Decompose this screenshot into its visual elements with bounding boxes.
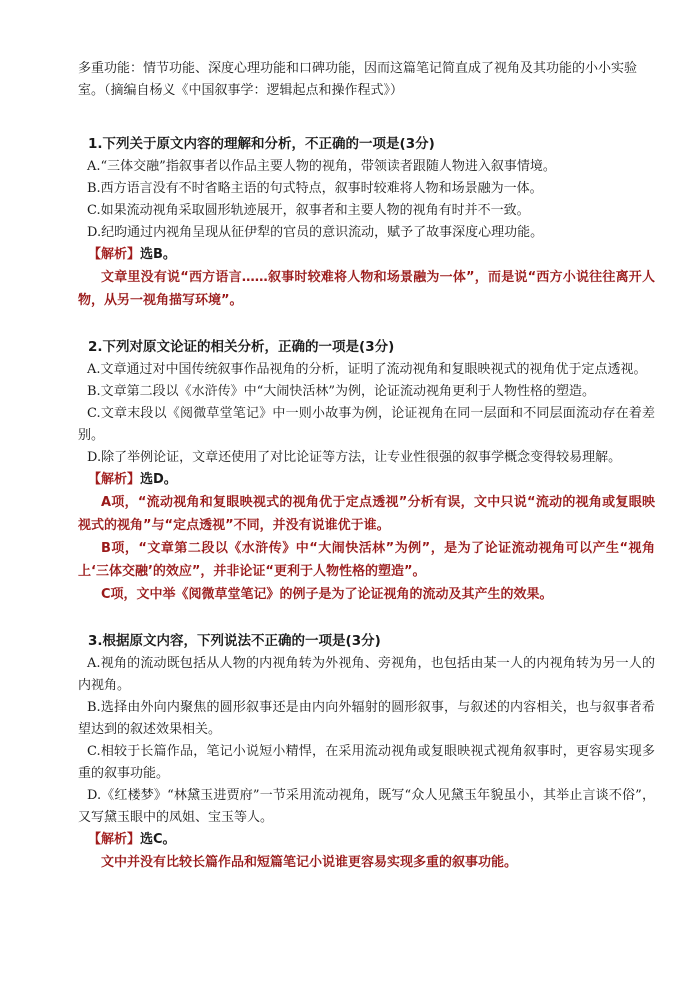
explanation: B项，“文章第二段以《水浒传》中“大闹快活林”为例”，是为了论证流动视角可以产生“视角上‘三体交融’的效应”，并非论证“更利于人物性格的塑造”。 <box>78 541 655 579</box>
question-2 <box>78 336 655 606</box>
answer-tag: 【解析】 <box>88 832 141 847</box>
explanation: 文中并没有比较长篇作品和短篇笔记小说谁更容易实现多重的叙事功能。 <box>101 855 518 870</box>
answer-line <box>88 244 655 266</box>
answer-choice: 选B。 <box>140 247 176 262</box>
option-d: D.纪昀通过内视角呈现从征伊犁的官员的意识流动，赋予了故事深度心理功能。 <box>87 225 544 240</box>
answer-choice: 选C。 <box>140 832 176 847</box>
option-d: D.《红楼梦》“林黛玉进贾府”一节采用流动视角，既写“众人见黛玉年貌虽小，其举止言谈不俗”，又写黛玉眼中的凤姐、宝玉等人。 <box>78 788 655 825</box>
option-a: A.视角的流动既包括从人物的内视角转为外视角、旁视角，也包括由某一人的内视角转为另一人的内视角。 <box>78 656 655 693</box>
question-1 <box>78 133 655 312</box>
option-c: C.相较于长篇作品，笔记小说短小精悍，在采用流动视角或复眼映视式视角叙事时，更容易实现多重的叙事功能。 <box>78 744 655 781</box>
option-a: A.“三体交融”指叙事者以作品主要人物的视角，带领读者跟随人物进入叙事情境。 <box>87 159 556 174</box>
option-c: C.文章末段以《阅微草堂笔记》中一则小故事为例，论证视角在同一层面和不同层面流动存在着差别。 <box>78 406 655 443</box>
intro-paragraph: 多重功能：情节功能、深度心理功能和口碑功能，因而这篇笔记简直成了视角及其功能的小小实验室。（摘编自杨义《中国叙事学：逻辑起点和操作程式》） <box>78 61 638 98</box>
answer-choice: 选D。 <box>140 472 177 487</box>
answer-line <box>88 469 655 491</box>
option-a: A.文章通过对中国传统叙事作品视角的分析，证明了流动视角和复眼映视式的视角优于定点透视。 <box>87 362 647 377</box>
explanation: C项，文中举《阅微草堂笔记》的例子是为了论证视角的流动及其产生的效果。 <box>101 587 553 602</box>
option-d: D.除了举例论证，文章还使用了对比论证等方法，让专业性很强的叙事学概念变得较易理解。 <box>87 450 622 465</box>
question-title: 2.下列对原文论证的相关分析，正确的一项是(3分) <box>88 339 395 355</box>
option-b: B.选择由外向内聚焦的圆形叙事还是由内向外辐射的圆形叙事，与叙述的内容相关，也与叙事者希望达到的叙述效果相关。 <box>78 700 655 737</box>
option-c: C.如果流动视角采取圆形轨迹展开，叙事者和主要人物的视角有时并不一致。 <box>87 203 530 218</box>
question-title: 1.下列关于原文内容的理解和分析，不正确的一项是(3分) <box>88 136 435 152</box>
answer-line <box>88 829 655 851</box>
question-title: 3.根据原文内容，下列说法不正确的一项是(3分) <box>88 633 381 649</box>
explanation: A项，“流动视角和复眼映视式的视角优于定点透视”分析有误，文中只说“流动的视角或复眼映视式的视角”与“定点透视”不同，并没有说谁优于谁。 <box>78 495 655 533</box>
option-b: B.西方语言没有不时省略主语的句式特点，叙事时较难将人物和场景融为一体。 <box>87 181 543 196</box>
explanation: 文章里没有说“西方语言……叙事时较难将人物和场景融为一体”，而是说“西方小说往往离开人物，从另一视角描写环境”。 <box>78 270 655 308</box>
option-b: B.文章第二段以《水浒传》中“大闹快活林”为例，论证流动视角更利于人物性格的塑造。 <box>87 384 595 399</box>
answer-tag: 【解析】 <box>88 247 141 262</box>
answer-tag: 【解析】 <box>88 472 141 487</box>
question-3 <box>78 630 655 874</box>
